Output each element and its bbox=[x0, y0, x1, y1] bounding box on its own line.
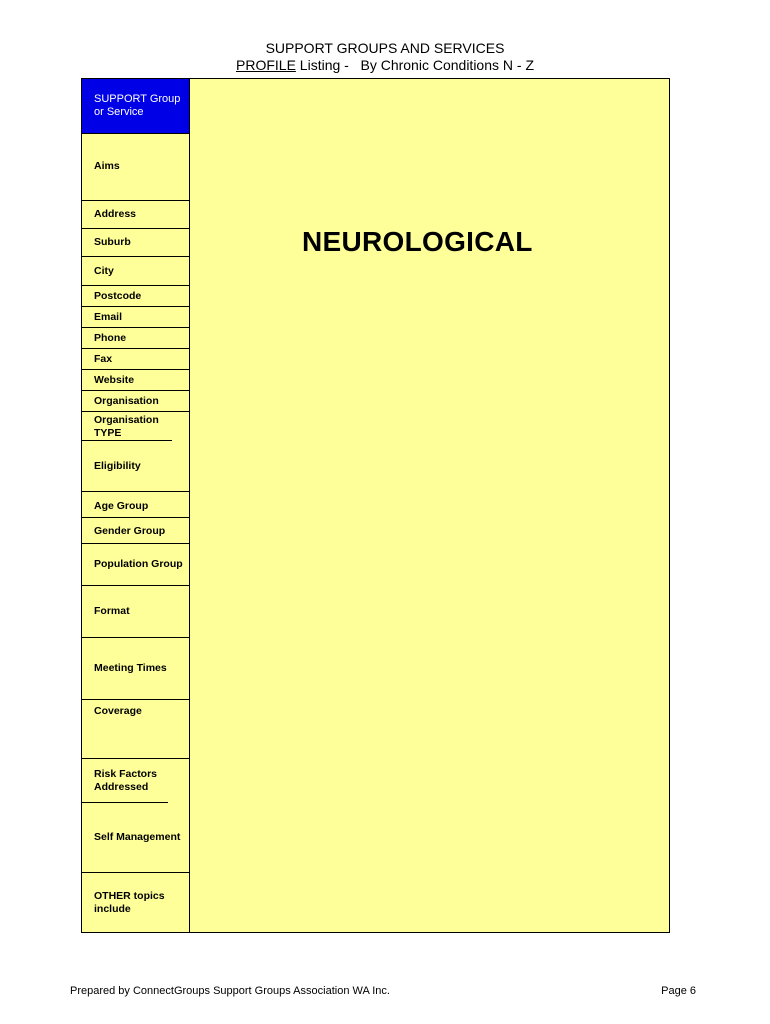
footer-prepared-by: Prepared by ConnectGroups Support Groups Association WA Inc. bbox=[70, 985, 390, 997]
header-subtitle bbox=[0, 57, 770, 74]
row-label-phone: Phone bbox=[82, 328, 189, 349]
header-title: SUPPORT GROUPS AND SERVICES bbox=[265, 40, 505, 56]
row-label-risk-factors: Risk Factors Addressed bbox=[82, 759, 168, 803]
row-label-eligibility: Eligibility bbox=[82, 441, 189, 492]
row-label-organisation: Organisation bbox=[82, 391, 189, 412]
row-label-website: Website bbox=[82, 370, 189, 391]
label-column bbox=[82, 79, 190, 932]
header-listing: Listing - By Chronic Conditions bbox=[295, 57, 503, 73]
row-label-aims: Aims bbox=[82, 134, 189, 201]
row-label-email: Email bbox=[82, 307, 189, 328]
row-label-support-group: SUPPORT Group or Service bbox=[82, 79, 189, 134]
row-label-other-topics: OTHER topics include bbox=[94, 890, 165, 915]
row-label-postcode: Postcode bbox=[82, 286, 189, 307]
header-range: N - Z bbox=[502, 57, 534, 73]
row-label-gender-group: Gender Group bbox=[82, 518, 189, 544]
row-label-suburb: Suburb bbox=[82, 229, 189, 257]
profile-table bbox=[81, 78, 670, 933]
row-label-city: City bbox=[82, 257, 189, 286]
row-label-coverage: Coverage bbox=[82, 700, 189, 759]
row-label-organisation-type: Organisation TYPE bbox=[82, 412, 172, 441]
row-label-age-group: Age Group bbox=[82, 492, 189, 518]
header-profile: PROFILE bbox=[236, 57, 296, 73]
row-label-format: Format bbox=[82, 586, 189, 638]
row-label-population-group: Population Group bbox=[82, 544, 189, 586]
row-label-meeting-times: Meeting Times bbox=[82, 638, 189, 700]
page-header bbox=[0, 40, 770, 74]
row-label-self-management: Self Management bbox=[82, 803, 189, 873]
row-label-address: Address bbox=[82, 201, 189, 229]
category-title: NEUROLOGICAL bbox=[302, 226, 533, 257]
row-label-fax: Fax bbox=[82, 349, 189, 370]
footer-page-number: Page 6 bbox=[661, 985, 696, 997]
